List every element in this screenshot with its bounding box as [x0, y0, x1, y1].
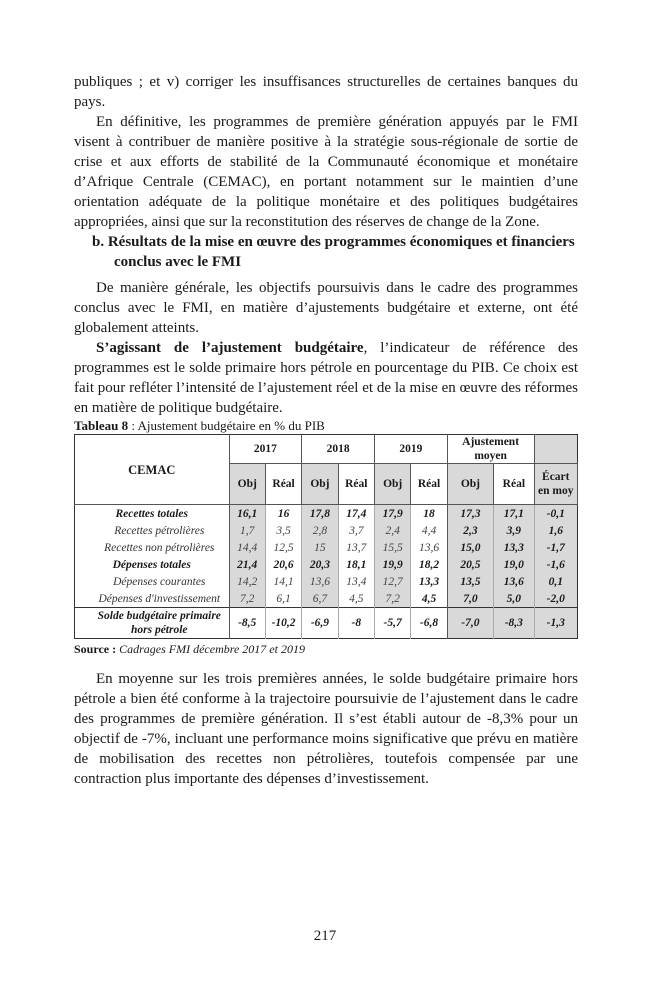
table-cell: 13,5 — [447, 573, 493, 590]
table-cell: 21,4 — [229, 556, 265, 573]
source-label: Source : — [74, 642, 120, 656]
year-header-2018: 2018 — [302, 435, 375, 464]
budget-adjustment-table — [74, 434, 578, 639]
table-cell: -7,0 — [447, 608, 493, 639]
table-cell: -1,6 — [534, 556, 577, 573]
table-cell: 7,2 — [374, 590, 410, 608]
table-cell: 3,7 — [338, 522, 374, 539]
table-cell: -8,5 — [229, 608, 265, 639]
table-cell: 1,6 — [534, 522, 577, 539]
paragraph-4 — [74, 338, 578, 418]
year-header-2019: 2019 — [374, 435, 447, 464]
table-cell: -2,0 — [534, 590, 577, 608]
table-cell: -8,3 — [494, 608, 534, 639]
table-row — [75, 590, 578, 608]
table-cell: 2,4 — [374, 522, 410, 539]
table-cell: 3,5 — [265, 522, 301, 539]
table-cell: 0,1 — [534, 573, 577, 590]
table-cell: 5,0 — [494, 590, 534, 608]
table-cell: -6,9 — [302, 608, 338, 639]
row-label: Solde budgétaire primaire hors pétrole — [75, 608, 230, 639]
subheader-ecart: Écart en moy — [534, 464, 577, 505]
table-body — [75, 505, 578, 639]
table-cell: 13,4 — [338, 573, 374, 590]
table-cell: 17,9 — [374, 505, 410, 523]
table-cell: 17,4 — [338, 505, 374, 523]
table-cell: 13,6 — [302, 573, 338, 590]
table-cell: 20,3 — [302, 556, 338, 573]
source-text: Cadrages FMI décembre 2017 et 2019 — [119, 642, 305, 656]
table-row — [75, 573, 578, 590]
subheader-obj: Obj — [302, 464, 338, 505]
table-cell: 20,5 — [447, 556, 493, 573]
table-row — [75, 522, 578, 539]
table-cell: 15,5 — [374, 539, 410, 556]
table-cell: 16 — [265, 505, 301, 523]
table-cell: 16,1 — [229, 505, 265, 523]
subheader-real: Réal — [265, 464, 301, 505]
table-cell: 13,7 — [338, 539, 374, 556]
table-cell: 13,6 — [411, 539, 447, 556]
row-label: Recettes non pétrolières — [75, 539, 230, 556]
subheader-obj: Obj — [229, 464, 265, 505]
subheader-real: Réal — [338, 464, 374, 505]
table-cell: 6,7 — [302, 590, 338, 608]
table-source — [74, 641, 578, 657]
table-cell: -6,8 — [411, 608, 447, 639]
section-heading: b. Résultats de la mise en œuvre des programmes économiques et financiers conclus avec le FMI — [92, 234, 575, 270]
table-cell: 4,5 — [338, 590, 374, 608]
table-cell: -1,3 — [534, 608, 577, 639]
table-cell: 19,9 — [374, 556, 410, 573]
ecart-header-top — [534, 435, 577, 464]
table-caption-text: : Ajustement budgétaire en % du PIB — [128, 418, 325, 433]
table-row — [75, 539, 578, 556]
paragraph-1: publiques ; et v) corriger les insuffisances structurelles de certaines banques du pays. — [74, 74, 578, 110]
paragraph-2: En définitive, les programmes de première génération appuyés par le FMI visent à contribuer de manière positive à la stratégie sous-régionale de sortie de crise et aux efforts de stabilité de la Communauté économique et monétaire d’Afrique Centrale (CEMAC), en portant notamment sur le maintien d’une orientation adéquate de la politique monétaire et des politiques budgétaires appropriées, ainsi que sur la reconstitution des réserves de change de la Zone. — [74, 114, 578, 230]
table-row — [75, 608, 578, 639]
table-cell: -1,7 — [534, 539, 577, 556]
row-label: Recettes pétrolières — [75, 522, 230, 539]
subheader-real: Réal — [411, 464, 447, 505]
table-cell: 4,4 — [411, 522, 447, 539]
subheader-obj: Obj — [374, 464, 410, 505]
table-cell: 17,8 — [302, 505, 338, 523]
table-cell: 18 — [411, 505, 447, 523]
table-cell: 13,3 — [494, 539, 534, 556]
page-number: 217 — [313, 928, 337, 944]
year-header-average: Ajustement moyen — [447, 435, 534, 464]
paragraph-3: De manière générale, les objectifs poursuivis dans le cadre des programmes conclus avec le FMI, en matière d’ajustements budgétaire et externe, ont été globalement atteints. — [74, 280, 578, 336]
table-cell: 7,2 — [229, 590, 265, 608]
table-cell: 14,2 — [229, 573, 265, 590]
table-year-row — [75, 435, 578, 464]
table-cell: 15 — [302, 539, 338, 556]
row-label: Dépenses d'investissement — [75, 590, 230, 608]
table-row — [75, 556, 578, 573]
table-cell: 12,5 — [265, 539, 301, 556]
table-cell: 14,4 — [229, 539, 265, 556]
table-cell: -8 — [338, 608, 374, 639]
paragraph-5: En moyenne sur les trois premières années, le solde budgétaire primaire hors pétrole a bien été conforme à la trajectoire poursuivie de l’ajustement dans le cadre des programmes de première génération. Il s’est établi autour de -8,3% pour un objectif de -7%, incluant une performance moins significative que prévu en matière de mobilisation des recettes non pétrolières, toutefois compensée par une contraction plus importante des dépenses d’investissement. — [74, 671, 578, 787]
table-cell: 17,3 — [447, 505, 493, 523]
table-cell: 20,6 — [265, 556, 301, 573]
table-cell: 13,3 — [411, 573, 447, 590]
table-cell: 7,0 — [447, 590, 493, 608]
page-body — [74, 72, 578, 789]
table-cell: 12,7 — [374, 573, 410, 590]
table-cell: 17,1 — [494, 505, 534, 523]
table-cell: -5,7 — [374, 608, 410, 639]
paragraph-4-rest: , l’indicateur de référence des programmes est le solde primaire hors pétrole en pourcentage du PIB. Ce choix est fait pour refléter l’intensité de l’ajustement réel et de la mise en œuvre des réformes en matière de politique budgétaire. — [74, 340, 579, 416]
table-cell: 6,1 — [265, 590, 301, 608]
paragraph-4-bold: S’agissant de l’ajustement budgétaire — [96, 340, 364, 356]
subheader-real: Réal — [494, 464, 534, 505]
table-cell: -0,1 — [534, 505, 577, 523]
subheader-obj: Obj — [447, 464, 493, 505]
table-cell: -10,2 — [265, 608, 301, 639]
row-label: Dépenses totales — [75, 556, 230, 573]
table-cell: 19,0 — [494, 556, 534, 573]
table-cell: 4,5 — [411, 590, 447, 608]
table-row — [75, 505, 578, 523]
year-header-2017: 2017 — [229, 435, 302, 464]
row-label: Recettes totales — [75, 505, 230, 523]
row-label: Dépenses courantes — [75, 573, 230, 590]
table-corner-cemac: CEMAC — [75, 435, 230, 505]
table-cell: 1,7 — [229, 522, 265, 539]
table-cell: 18,2 — [411, 556, 447, 573]
table-cell: 2,3 — [447, 522, 493, 539]
table-cell: 3,9 — [494, 522, 534, 539]
table-cell: 13,6 — [494, 573, 534, 590]
table-cell: 15,0 — [447, 539, 493, 556]
table-caption-label: Tableau 8 — [74, 418, 129, 433]
table-cell: 18,1 — [338, 556, 374, 573]
table-cell: 14,1 — [265, 573, 301, 590]
table-caption — [74, 418, 578, 434]
table-cell: 2,8 — [302, 522, 338, 539]
